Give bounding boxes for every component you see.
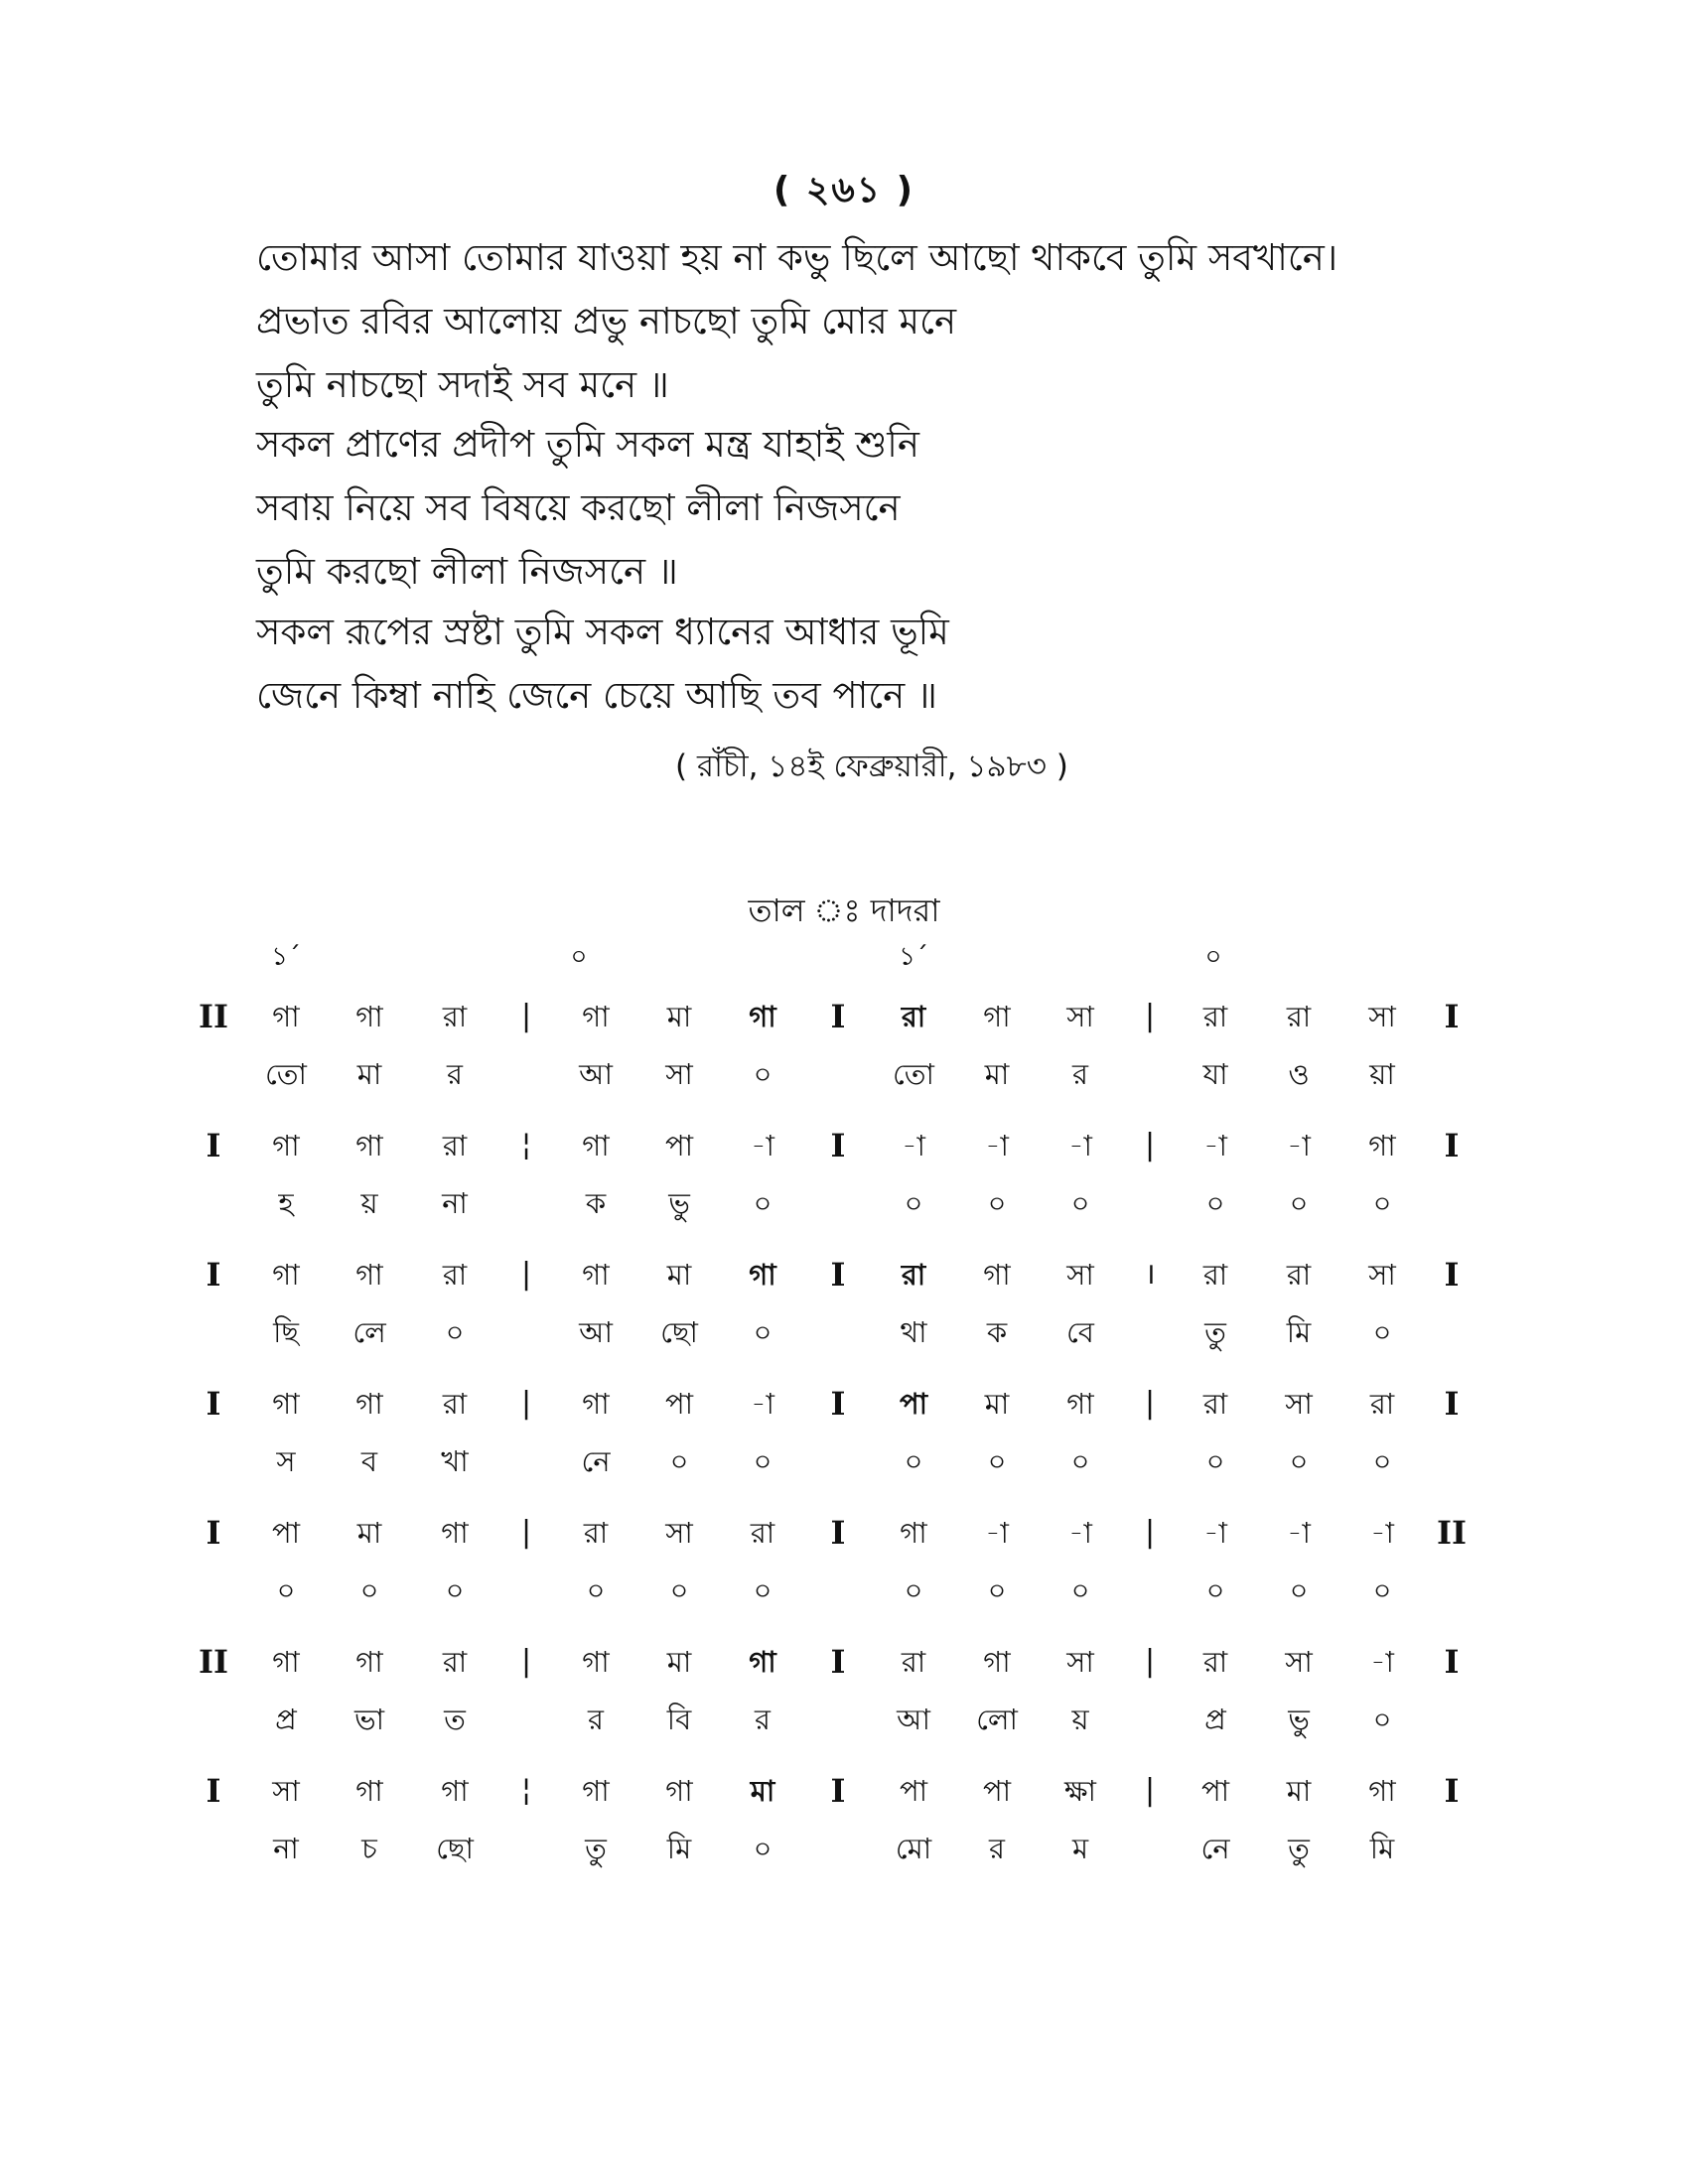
measure-separator: ¦	[520, 1773, 532, 1808]
bar-line-close: I	[1444, 1127, 1460, 1164]
note: মা	[984, 1387, 1010, 1421]
note: রা	[901, 1645, 926, 1679]
measure-separator: ।	[1144, 1257, 1156, 1292]
note: -া	[902, 1129, 925, 1162]
measure-separator: |	[1144, 1773, 1156, 1808]
bar-line-open: I	[206, 1127, 221, 1164]
lyric-syllable: ছি	[273, 1315, 299, 1349]
note: গা	[983, 1000, 1011, 1033]
measure-separator: ¦	[520, 1128, 532, 1162]
note: সা	[1368, 1258, 1396, 1292]
lyric-syllable: ০	[445, 1573, 465, 1607]
note: রা	[750, 1516, 775, 1550]
lyric-syllable: ০	[753, 1573, 773, 1607]
lyric-syllable: বে	[1066, 1315, 1094, 1349]
note: গা	[983, 1645, 1011, 1679]
note: গা	[355, 1000, 383, 1033]
note: গা	[749, 1645, 776, 1679]
note: রা	[1369, 1387, 1395, 1421]
lyric-syllable: মি	[666, 1832, 692, 1865]
bar-line-close: I	[1444, 1772, 1460, 1810]
lyric-line: তুমি নাচছো সদাই সব মনে ॥	[256, 363, 669, 406]
lyric-syllable: লো	[976, 1703, 1018, 1736]
note: গা	[900, 1516, 927, 1550]
note: গা	[582, 1000, 610, 1033]
bar-line-open: II	[199, 998, 228, 1035]
lyric-syllable: তো	[893, 1057, 934, 1091]
lyric-syllable: প্র	[275, 1703, 297, 1736]
lyric-syllable: ০	[1289, 1186, 1309, 1220]
lyric-line: তোমার আসা তোমার যাওয়া হয় না কভু ছিলে আছো থাকবে তুমি সবখানে।	[256, 236, 1338, 279]
note: পা	[899, 1387, 928, 1421]
lyric-syllable: ও	[1288, 1057, 1310, 1091]
note: রা	[442, 1258, 468, 1292]
lyric-syllable: মো	[895, 1832, 932, 1865]
stanza-2	[256, 413, 1448, 604]
lyric-syllable: না	[273, 1832, 299, 1865]
lyric-syllable: ক	[986, 1315, 1008, 1349]
lyric-syllable: ০	[586, 1573, 606, 1607]
lyric-syllable: ০	[1372, 1444, 1392, 1478]
note: -া	[751, 1129, 774, 1162]
note: গা	[582, 1387, 610, 1421]
lyric-syllable: র	[755, 1703, 771, 1736]
note: রা	[442, 1129, 468, 1162]
lyric-syllable: র	[989, 1832, 1005, 1865]
lyric-syllable: ০	[987, 1186, 1007, 1220]
lyric-syllable: য়	[360, 1186, 378, 1220]
measure-separator: |	[520, 1515, 532, 1550]
measure-separator: |	[1144, 1386, 1156, 1421]
beat-mark: ১´	[271, 942, 301, 972]
lyric-syllable: ০	[1070, 1573, 1090, 1607]
lyric-syllable: ০	[753, 1057, 773, 1091]
lyric-syllable: র	[447, 1057, 463, 1091]
lyric-syllable: ত	[444, 1703, 466, 1736]
note: রা	[1286, 1258, 1312, 1292]
lyric-syllable: সা	[665, 1057, 693, 1091]
note: ক্ষা	[1064, 1774, 1096, 1808]
lyric-line: সকল প্রাণের প্রদীপ তুমি সকল মন্ত্র যাহাই শুনি	[256, 423, 919, 466]
note: -া	[985, 1516, 1009, 1550]
note: গা	[983, 1258, 1011, 1292]
lyric-syllable: ০	[1372, 1573, 1392, 1607]
stanza-3	[256, 601, 1448, 728]
lyric-syllable: চ	[361, 1832, 377, 1865]
note: সা	[272, 1774, 300, 1808]
note: গা	[441, 1774, 469, 1808]
measure-separator: |	[1144, 1644, 1156, 1679]
measure-separator: I	[830, 1256, 846, 1294]
bar-line-open: I	[206, 1772, 221, 1810]
lyric-syllable: আ	[897, 1703, 930, 1736]
note: রা	[901, 1258, 926, 1292]
lyric-syllable: ছো	[436, 1832, 474, 1865]
note: গা	[355, 1258, 383, 1292]
measure-separator: I	[830, 998, 846, 1035]
note: মা	[356, 1516, 382, 1550]
lyric-syllable: বি	[666, 1703, 692, 1736]
note: গা	[272, 1645, 300, 1679]
lyric-syllable: আ	[579, 1315, 613, 1349]
note: পা	[271, 1516, 301, 1550]
note: পা	[899, 1774, 928, 1808]
lyric-syllable: ০	[1205, 1444, 1225, 1478]
lyric-syllable: ভু	[1288, 1703, 1310, 1736]
bar-line-close: I	[1444, 1643, 1460, 1681]
note: মা	[750, 1774, 775, 1808]
measure-separator: |	[520, 1644, 532, 1679]
note: পা	[664, 1129, 694, 1162]
beat-mark: ০	[570, 942, 588, 972]
note: পা	[664, 1387, 694, 1421]
bar-line-open: I	[206, 1514, 221, 1552]
lyric-syllable: মি	[1286, 1315, 1312, 1349]
lyric-syllable: মি	[1369, 1832, 1395, 1865]
lyric-syllable: নে	[1200, 1832, 1230, 1865]
note: -া	[1203, 1129, 1227, 1162]
lyric-syllable: হ	[278, 1186, 294, 1220]
lyric-syllable: র	[588, 1703, 604, 1736]
note: রা	[583, 1516, 609, 1550]
lyric-syllable: র	[1072, 1057, 1088, 1091]
note: সা	[1368, 1000, 1396, 1033]
measure-separator: |	[1144, 1128, 1156, 1162]
note: সা	[665, 1516, 693, 1550]
note: গা	[272, 1258, 300, 1292]
lyric-syllable: য়	[1071, 1703, 1089, 1736]
lyric-syllable: ০	[753, 1186, 773, 1220]
lyric-syllable: ০	[669, 1573, 689, 1607]
lyric-syllable: ম	[1071, 1832, 1089, 1865]
note: পা	[982, 1774, 1012, 1808]
note: গা	[582, 1129, 610, 1162]
note: রা	[442, 1645, 468, 1679]
lyric-syllable: ০	[753, 1444, 773, 1478]
note: -া	[1068, 1129, 1092, 1162]
composition-date: ( রাঁচী, ১৪ই ফেব্রুয়ারী, ১৯৮৩ )	[675, 749, 1068, 784]
note: রা	[901, 1000, 926, 1033]
note: গা	[1368, 1774, 1396, 1808]
lyric-syllable: ভা	[353, 1703, 385, 1736]
lyric-syllable: তো	[265, 1057, 307, 1091]
note: রা	[1202, 1645, 1228, 1679]
note: রা	[1286, 1000, 1312, 1033]
note: গা	[272, 1000, 300, 1033]
lyric-line: তুমি করছো লীলা নিজসনে ॥	[256, 550, 678, 593]
note: রা	[442, 1000, 468, 1033]
note: সা	[1066, 1000, 1094, 1033]
lyric-syllable: নে	[581, 1444, 611, 1478]
measure-separator: I	[830, 1127, 846, 1164]
note: মা	[1286, 1774, 1312, 1808]
note: গা	[1066, 1387, 1094, 1421]
note: মা	[666, 1645, 692, 1679]
note: সা	[1066, 1258, 1094, 1292]
bar-line-close: I	[1444, 1256, 1460, 1294]
lyric-syllable: তু	[1204, 1315, 1226, 1349]
lyric-syllable: না	[442, 1186, 468, 1220]
lyric-syllable: ০	[753, 1315, 773, 1349]
lyric-syllable: ০	[1372, 1186, 1392, 1220]
lyric-syllable: ০	[904, 1573, 923, 1607]
note: গা	[582, 1258, 610, 1292]
note: -া	[985, 1129, 1009, 1162]
measure-separator: |	[1144, 999, 1156, 1033]
note: গা	[355, 1129, 383, 1162]
bar-line-close: I	[1444, 998, 1460, 1035]
note: রা	[442, 1387, 468, 1421]
lyric-syllable: ছো	[660, 1315, 698, 1349]
lyric-syllable: ০	[904, 1444, 923, 1478]
lyric-syllable: ০	[445, 1315, 465, 1349]
measure-separator: I	[830, 1772, 846, 1810]
lyric-syllable: খা	[441, 1444, 469, 1478]
note: সা	[1285, 1387, 1313, 1421]
lyric-syllable: থা	[900, 1315, 927, 1349]
lyric-syllable: ০	[1205, 1186, 1225, 1220]
lyric-syllable: প্র	[1204, 1703, 1226, 1736]
lyric-line: সকল রূপের স্রষ্টা তুমি সকল ধ্যানের আধার ভূমি	[256, 611, 949, 653]
note: -া	[751, 1387, 774, 1421]
measure-separator: I	[830, 1514, 846, 1552]
lyric-syllable: ০	[1372, 1315, 1392, 1349]
lyric-syllable: ০	[1205, 1573, 1225, 1607]
note: গা	[272, 1387, 300, 1421]
lyric-syllable: ক	[585, 1186, 607, 1220]
measure-separator: I	[830, 1643, 846, 1681]
note: -া	[1370, 1516, 1394, 1550]
lyric-syllable: ০	[1289, 1444, 1309, 1478]
note: গা	[272, 1129, 300, 1162]
beat-mark: ১´	[899, 942, 928, 972]
note: গা	[355, 1387, 383, 1421]
lyric-syllable: মা	[984, 1057, 1010, 1091]
beat-mark: ০	[1204, 942, 1222, 972]
note: রা	[1202, 1258, 1228, 1292]
note: গা	[441, 1516, 469, 1550]
notation-table	[0, 937, 1688, 1930]
lyric-syllable: তু	[1288, 1832, 1310, 1865]
lyric-line: জেনে কিম্বা নাহি জেনে চেয়ে আছি তব পানে ॥	[256, 674, 937, 717]
bar-line-close: II	[1437, 1514, 1467, 1552]
lyric-syllable: ০	[1289, 1573, 1309, 1607]
note: রা	[1202, 1387, 1228, 1421]
note: গা	[749, 1000, 776, 1033]
lyric-syllable: ০	[987, 1444, 1007, 1478]
bar-line-open: II	[199, 1643, 228, 1681]
note: গা	[749, 1258, 776, 1292]
note: গা	[1368, 1129, 1396, 1162]
lyric-syllable: লে	[352, 1315, 386, 1349]
lyric-syllable: ০	[753, 1832, 773, 1865]
lyric-line: সবায় নিয়ে সব বিষয়ে করছো লীলা নিজসনে	[256, 486, 901, 529]
note: -া	[1203, 1516, 1227, 1550]
lyric-syllable: তু	[585, 1832, 607, 1865]
measure-separator: |	[520, 999, 532, 1033]
lyric-syllable: যা	[1202, 1057, 1228, 1091]
note: গা	[355, 1774, 383, 1808]
lyric-syllable: ০	[1372, 1703, 1392, 1736]
note: মা	[666, 1258, 692, 1292]
bar-line-open: I	[206, 1385, 221, 1423]
note: সা	[1066, 1645, 1094, 1679]
lyric-syllable: আ	[579, 1057, 613, 1091]
lyric-syllable: মা	[356, 1057, 382, 1091]
measure-separator: I	[830, 1385, 846, 1423]
page-number: ( ২৬১ )	[773, 170, 915, 210]
lyric-syllable: ০	[669, 1444, 689, 1478]
lyric-syllable: ব	[360, 1444, 378, 1478]
note: রা	[1202, 1000, 1228, 1033]
note: পা	[1200, 1774, 1230, 1808]
note: সা	[1285, 1645, 1313, 1679]
lyric-syllable: ০	[1070, 1444, 1090, 1478]
note: গা	[582, 1645, 610, 1679]
measure-separator: |	[520, 1257, 532, 1292]
lyric-syllable: য়া	[1369, 1057, 1395, 1091]
measure-separator: |	[520, 1386, 532, 1421]
note: -া	[1287, 1129, 1311, 1162]
bar-line-close: I	[1444, 1385, 1460, 1423]
lyric-syllable: ভু	[668, 1186, 690, 1220]
note: -া	[1287, 1516, 1311, 1550]
bar-line-open: I	[206, 1256, 221, 1294]
measure-separator: |	[1144, 1515, 1156, 1550]
note: মা	[666, 1000, 692, 1033]
note: গা	[665, 1774, 693, 1808]
lyric-syllable: ০	[276, 1573, 296, 1607]
lyric-syllable: ০	[987, 1573, 1007, 1607]
note: -া	[1370, 1645, 1394, 1679]
note: গা	[355, 1645, 383, 1679]
lyric-syllable: ০	[904, 1186, 923, 1220]
stanza-1	[256, 226, 1448, 417]
lyric-line: প্রভাত রবির আলোয় প্রভু নাচছো তুমি মোর মনে	[256, 300, 957, 342]
note: -া	[1068, 1516, 1092, 1550]
tala-label: তাল ঃ দাদরা	[748, 891, 940, 929]
lyric-syllable: স	[276, 1444, 296, 1478]
lyric-syllable: ০	[1070, 1186, 1090, 1220]
note: গা	[582, 1774, 610, 1808]
lyric-syllable: ০	[359, 1573, 379, 1607]
